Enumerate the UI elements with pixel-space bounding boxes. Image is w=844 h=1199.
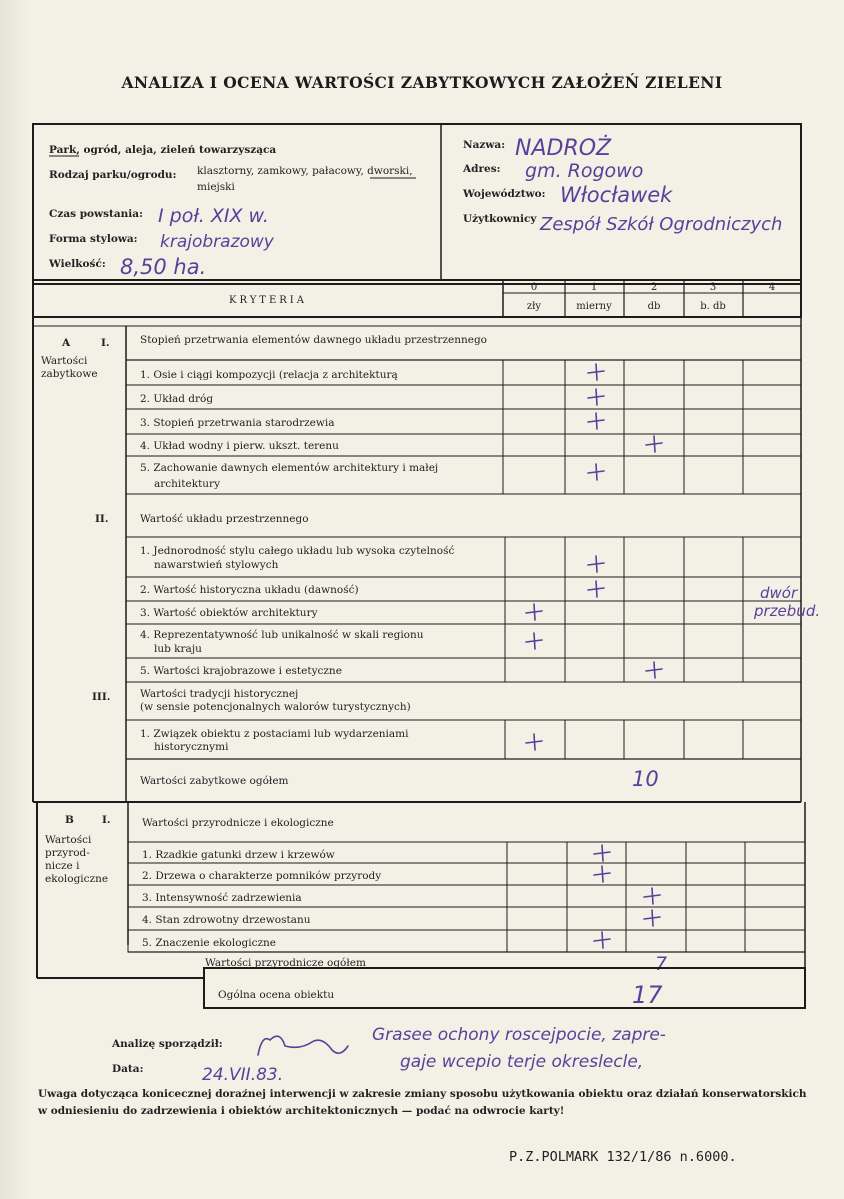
section-b-rows <box>128 842 805 952</box>
grade-mark-b-1 <box>594 845 610 861</box>
footer-code: P.Z.POLMARK 132/1/86 n.6000. <box>509 1149 737 1165</box>
criterion-a1-1: 1. Osie i ciągi kompozycji (relacja z architekturą <box>140 369 398 381</box>
grade-mark-a1-5 <box>588 464 604 480</box>
section-b-name-3: nicze i <box>45 860 80 872</box>
name-label: Nazwa: <box>463 139 506 151</box>
grade-3-label: b. db <box>700 301 726 312</box>
criterion-a1-2: 2. Układ dróg <box>140 393 214 405</box>
criterion-a3-1: 1. Związek obiektu z postaciami lub wydarzeniami <box>140 728 409 740</box>
section-a-roman: I. <box>101 337 110 349</box>
handwritten-note-2: gaje wcepio terje okreslecle, <box>400 1052 644 1072</box>
grade-4-number: 4 <box>768 282 776 293</box>
criterion-a3-1-cont: historycznymi <box>154 741 229 753</box>
header-box <box>33 124 801 284</box>
signature <box>258 1036 348 1055</box>
grade-1-number: 1 <box>590 282 598 293</box>
section-a-letter: A <box>62 337 71 349</box>
overall-box <box>204 968 805 1009</box>
section-b-roman: I. <box>102 814 111 826</box>
prepared-label: Analizę sporządził: <box>112 1038 223 1050</box>
section-b-name-1: Wartości <box>45 834 92 846</box>
section-b-letter: B <box>65 814 74 826</box>
criterion-b-5: 5. Znaczenie ekologiczne <box>142 937 277 949</box>
grade-0-number: 0 <box>530 282 538 293</box>
size-label: Wielkość: <box>49 258 106 270</box>
group-3-roman: III. <box>92 691 111 703</box>
criterion-b-1: 1. Rzadkie gatunki drzew i krzewów <box>142 849 335 861</box>
criterion-a2-4: 4. Reprezentatywność lub unikalność w skali regionu <box>140 629 424 641</box>
criterion-a1-3: 3. Stopień przetrwania starodrzewia <box>140 417 335 429</box>
size-value: 8,50 ha. <box>120 255 207 279</box>
grade-mark-b-3 <box>644 888 660 904</box>
section-a-name-2: zabytkowe <box>41 368 98 380</box>
notice-line-2: w odniesieniu do zadrzewienia i obiektów architektonicznych — podać na odwrocie karty! <box>38 1105 565 1117</box>
grade-0-label: zły <box>526 301 542 312</box>
grade-mark-b-4 <box>644 910 660 926</box>
section-b-title: Wartości przyrodnicze i ekologiczne <box>142 817 334 829</box>
grade-mark-a1-1 <box>588 364 604 380</box>
criterion-b-2: 2. Drzewa o charakterze pomników przyrody <box>142 870 382 882</box>
name-value: NADROŻ <box>515 136 612 161</box>
grade-mark-a2-2 <box>588 581 604 597</box>
criterion-a1-4: 4. Układ wodny i pierw. ukszt. terenu <box>140 440 339 452</box>
handwritten-note-1: Grasee ochony roscejpocie, zapre- <box>372 1025 666 1045</box>
group-2-roman: II. <box>95 513 109 525</box>
grade-1-label: mierny <box>576 301 612 312</box>
criterion-a2-3: 3. Wartość obiektów architektury <box>140 607 318 619</box>
kind-options-2: miejski <box>197 181 235 193</box>
grade-mark-a1-4 <box>646 436 662 452</box>
section-b-name-4: ekologiczne <box>45 873 109 885</box>
grade-mark-a1-3 <box>588 413 604 429</box>
kind-options-1: klasztorny, zamkowy, pałacowy, dworski, <box>197 165 413 177</box>
criterion-a2-5: 5. Wartości krajobrazowe i estetyczne <box>140 665 342 677</box>
section-b-total-value: 7 <box>655 953 668 975</box>
grade-mark-a2-5 <box>646 662 662 678</box>
margin-note-2: przebud. <box>754 602 821 620</box>
address-label: Adres: <box>463 163 501 175</box>
grade-marks <box>526 364 662 948</box>
section-a-grade-grid <box>503 360 743 759</box>
voivodeship-label: Województwo: <box>463 188 546 200</box>
grade-mark-a2-3 <box>526 604 542 620</box>
section-b-name-2: przyrod- <box>45 847 90 859</box>
group-2-title: Wartość układu przestrzennego <box>140 513 309 525</box>
created-value: I poł. XIX w. <box>158 205 269 227</box>
date-label: Data: <box>112 1063 144 1075</box>
style-label: Forma stylowa: <box>49 233 138 245</box>
group-3-title-1: Wartości tradycji historycznej <box>140 688 299 700</box>
margin-note-1: dwór <box>760 584 798 602</box>
criteria-header <box>33 280 801 317</box>
overall-label: Ogólna ocena obiektu <box>218 989 335 1001</box>
group-1-title: Stopień przetrwania elementów dawnego układu przestrzennego <box>140 334 487 346</box>
grade-mark-a3-1 <box>526 734 542 750</box>
park-type-line: Park, ogród, aleja, zieleń towarzysząca <box>49 144 277 156</box>
grade-mark-a1-2 <box>588 389 604 405</box>
style-value: krajobrazowy <box>160 232 274 252</box>
notice-line-1: Uwaga dotycząca konicecznej doraźnej interwencji w zakresie zmiany sposobu użytkowania obiektu oraz działań konserwatorskich <box>38 1088 807 1100</box>
kind-label: Rodzaj parku/ogrodu: <box>49 169 177 181</box>
voivodeship-value: Włocławek <box>560 183 673 207</box>
criterion-a1-5: 5. Zachowanie dawnych elementów architektury i małej <box>140 462 439 474</box>
grade-2-number: 2 <box>650 282 658 293</box>
document-title: ANALIZA I OCENA WARTOŚCI ZABYTKOWYCH ZAŁOŻEŃ ZIELENI <box>121 73 723 92</box>
users-value: Zespół Szkół Ogrodniczych <box>540 214 783 235</box>
grade-mark-a2-4 <box>526 633 542 649</box>
criterion-a1-5-cont: architektury <box>154 478 221 490</box>
section-a <box>33 317 820 802</box>
grade-3-number: 3 <box>709 282 717 293</box>
address-value: gm. Rogowo <box>525 160 644 182</box>
criterion-a2-1-cont: nawarstwień stylowych <box>154 559 279 571</box>
section-b-total-label: Wartości przyrodnicze ogółem <box>205 957 366 969</box>
overall-value: 17 <box>632 981 663 1009</box>
criterion-b-3: 3. Intensywność zadrzewienia <box>142 892 302 904</box>
group-1-rows <box>126 360 801 494</box>
section-b <box>37 802 805 1008</box>
grade-mark-b-5 <box>594 932 610 948</box>
criterion-a2-4-cont: lub kraju <box>154 643 202 655</box>
footer <box>37 1025 807 1165</box>
group-3-rows <box>126 720 801 759</box>
users-label: Użytkownicy <box>463 213 537 225</box>
date-value: 24.VII.83. <box>202 1065 284 1085</box>
criterion-a2-1: 1. Jednorodność stylu całego układu lub wysoka czytelność <box>140 545 455 557</box>
created-label: Czas powstania: <box>49 208 143 220</box>
criterion-a2-2: 2. Wartość historyczna układu (dawność) <box>140 584 359 596</box>
section-a-total-value: 10 <box>632 767 659 791</box>
criteria-label: KRYTERIA <box>229 295 307 306</box>
group-2-rows <box>126 537 801 682</box>
grade-2-label: db <box>647 301 661 312</box>
criterion-b-4: 4. Stan zdrowotny drzewostanu <box>142 914 311 926</box>
grade-mark-b-2 <box>594 866 610 882</box>
section-a-name-1: Wartości <box>41 355 88 367</box>
group-3-title-2: (w sensie potencjonalnych walorów turystycznych) <box>140 701 411 713</box>
section-a-total-label: Wartości zabytkowe ogółem <box>140 775 289 787</box>
grade-mark-a2-1 <box>588 556 604 572</box>
